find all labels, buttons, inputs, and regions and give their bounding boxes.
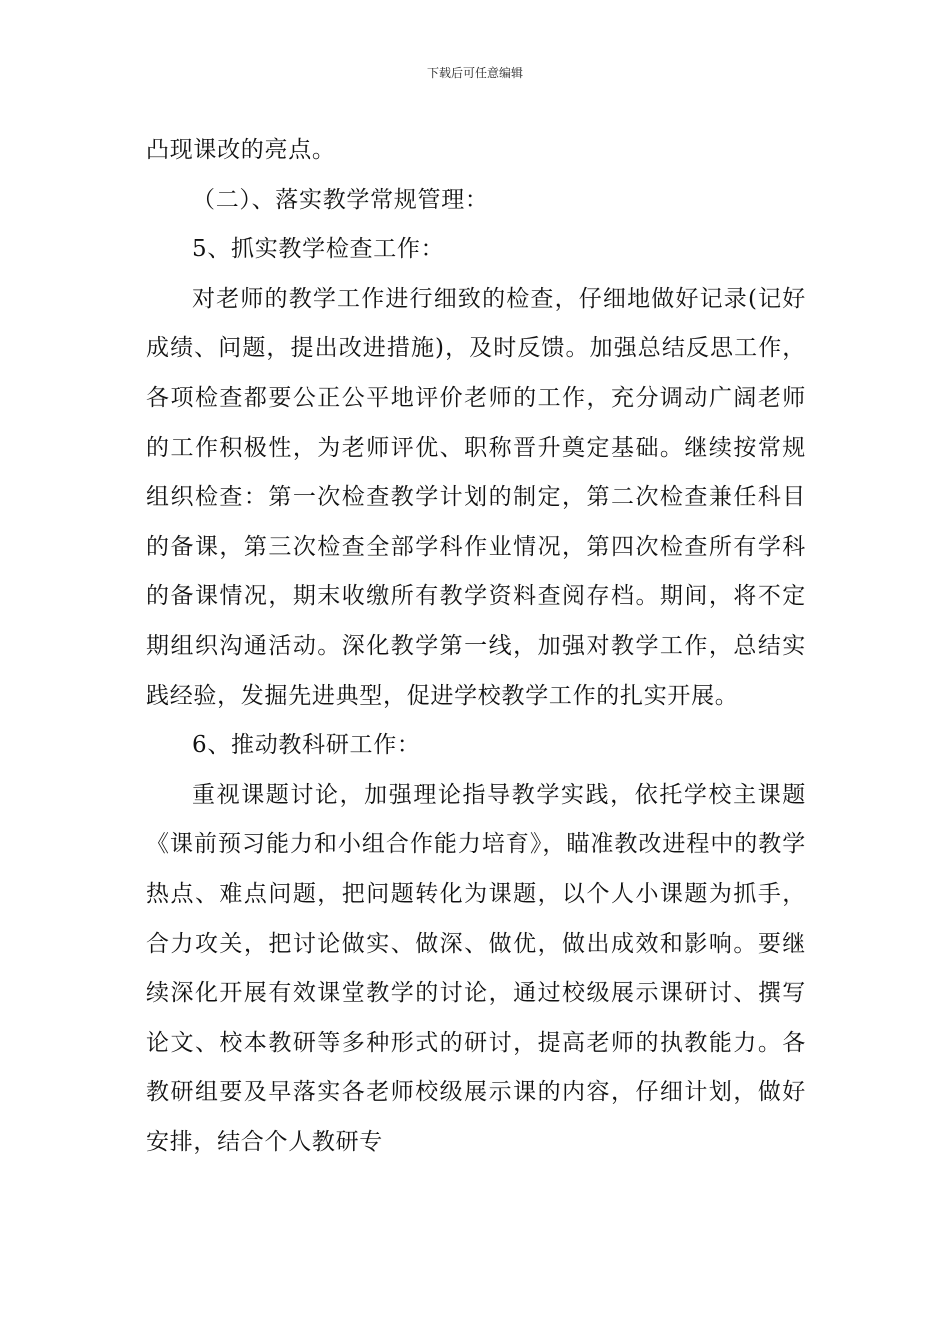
document-body <box>146 126 806 1167</box>
paragraph-research-work: 重视课题讨论，加强理论指导教学实践，依托学校主课题《课前预习能力和小组合作能力培育》，瞄准教改进程中的教学热点、难点问题，把问题转化为课题，以个人小课题为抓手，合力攻关，把讨论做实、做深、做优，做出成效和影响。要继续深化开展有效课堂教学的讨论，通过校级展示课研讨、撰写论文、校本教研等多种形式的研讨，提高老师的执教能力。各教研组要及早落实各老师校级展示课的内容，仔细计划，做好安排，结合个人教研专 <box>146 781 806 1155</box>
paragraph-continuation: 凸现课改的亮点。 <box>146 137 336 163</box>
item-heading-6: 6、推动教科研工作： <box>192 732 421 759</box>
page-header: 下载后可任意编辑 <box>426 66 523 80</box>
section-heading-2: （二）、落实教学常规管理： <box>192 186 489 213</box>
item-heading-5: 5、抓实教学检查工作： <box>192 236 445 263</box>
paragraph-teaching-inspection: 对老师的教学工作进行细致的检查，仔细地做好记录(记好成绩、问题，提出改进措施)，及时反馈。加强总结反思工作，各项检查都要公正公平地评价老师的工作，充分调动广阔老师的工作积极性，为老师评优、职称晋升奠定基础。继续按常规组织检查：第一次检查教学计划的制定，第二次检查兼任科目的备课，第三次检查全部学科作业情况，第四次检查所有学科的备课情况，期末收缴所有教学资料查阅存档。期间，将不定期组织沟通活动。深化教学第一线，加强对教学工作，总结实践经验，发掘先进典型，促进学校教学工作的扎实开展。 <box>146 285 806 709</box>
